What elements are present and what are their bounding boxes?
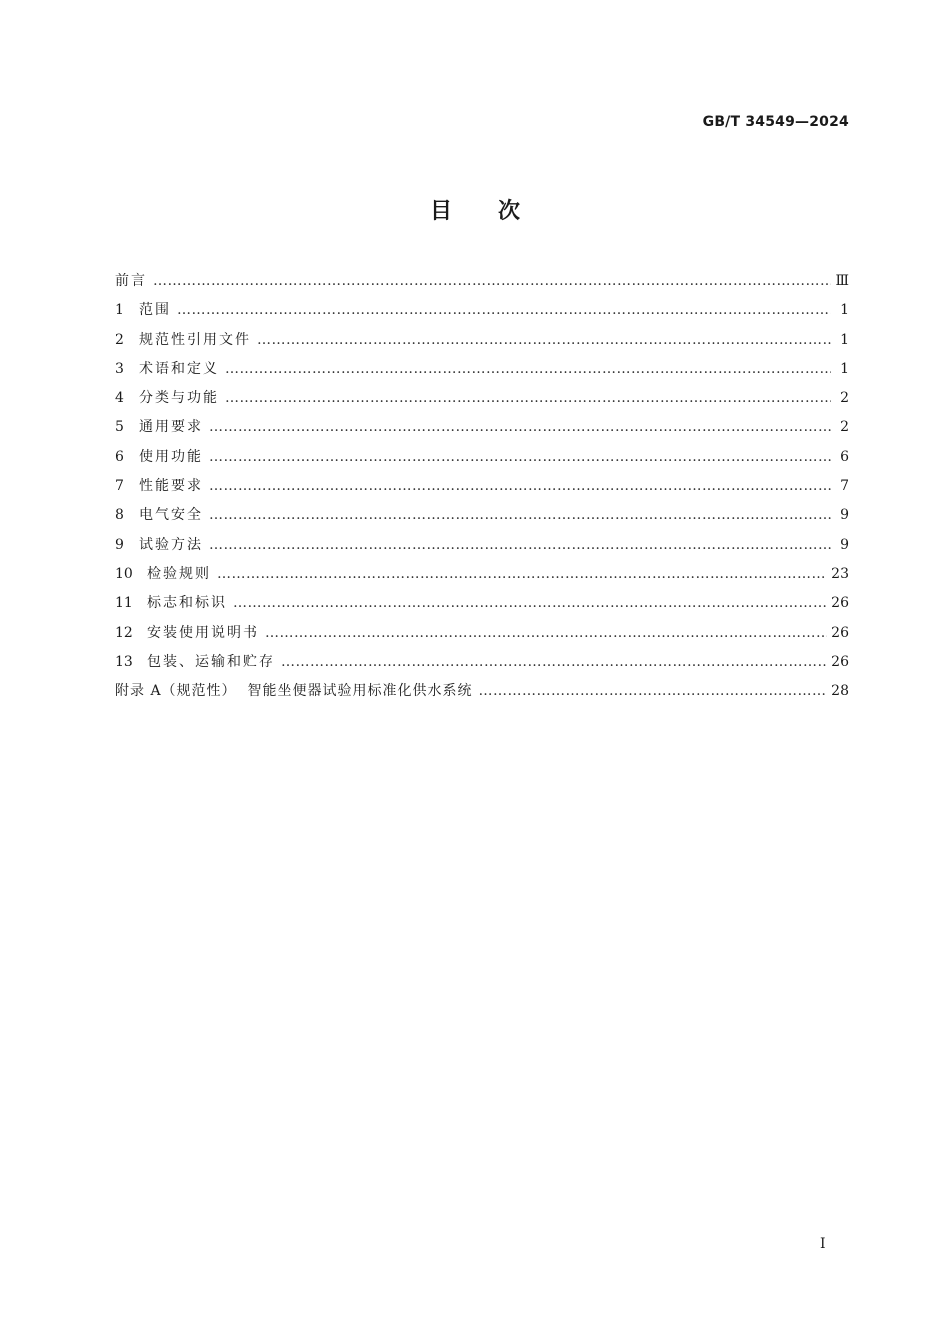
toc-number: 1 — [115, 302, 124, 319]
page-number: I — [820, 1236, 826, 1252]
toc-label: 试验方法 — [139, 536, 203, 553]
toc-entry-7[interactable] — [115, 475, 849, 504]
toc-label: 性能要求 — [139, 478, 203, 495]
toc-leader-dots — [281, 654, 827, 670]
toc-leader-dots — [209, 449, 831, 465]
page-title: 目次 — [429, 199, 566, 224]
toc-label: 检验规则 — [147, 565, 211, 582]
toc-leader-dots — [209, 478, 831, 494]
toc-entry-6[interactable] — [115, 446, 849, 475]
toc-leader-dots — [209, 419, 831, 435]
toc-leader-dots — [177, 302, 831, 318]
toc-number: 6 — [115, 448, 124, 465]
standard-code: GB/T 34549—2024 — [702, 114, 849, 130]
toc-number: 2 — [115, 331, 124, 348]
toc-number: 4 — [115, 390, 124, 407]
toc-page-number: 2 — [840, 419, 849, 436]
toc-number: 12 — [115, 624, 133, 641]
toc-entry-3[interactable] — [115, 358, 849, 387]
toc-label: 安装使用说明书 — [147, 624, 259, 641]
toc-label: 附录 A（规范性） 智能坐便器试验用标准化供水系统 — [115, 683, 473, 700]
toc-page-number: 7 — [840, 478, 849, 495]
toc-entry-9[interactable] — [115, 534, 849, 563]
toc-label: 电气安全 — [139, 507, 203, 524]
toc-page-number: 26 — [831, 595, 849, 612]
toc-label: 使用功能 — [139, 448, 203, 465]
toc-entry-1[interactable] — [115, 299, 849, 328]
toc-leader-dots — [209, 507, 831, 523]
toc-leader-dots — [153, 273, 831, 289]
toc-number: 5 — [115, 419, 124, 436]
toc-entry-13[interactable] — [115, 651, 849, 680]
toc-number: 11 — [115, 595, 133, 612]
toc-label: 前言 — [115, 273, 147, 289]
toc-leader-dots — [257, 332, 831, 348]
toc-entry-12[interactable] — [115, 622, 849, 651]
toc-number: 8 — [115, 507, 124, 524]
toc-number: 3 — [115, 360, 124, 377]
toc-entry-5[interactable] — [115, 416, 849, 445]
toc-label: 范围 — [139, 302, 171, 319]
toc-label: 通用要求 — [139, 419, 203, 436]
toc-leader-dots — [225, 361, 831, 377]
table-of-contents — [115, 270, 849, 709]
toc-leader-dots — [233, 595, 827, 611]
toc-page-number: 9 — [840, 536, 849, 553]
toc-leader-dots — [478, 683, 827, 699]
toc-label: 规范性引用文件 — [139, 331, 251, 348]
toc-page-number: 28 — [831, 683, 849, 700]
toc-leader-dots — [217, 566, 827, 582]
toc-page-number: 6 — [840, 448, 849, 465]
toc-label: 包装、运输和贮存 — [147, 653, 275, 670]
toc-entry-11[interactable] — [115, 592, 849, 621]
toc-label: 分类与功能 — [139, 390, 219, 407]
toc-entry-4[interactable] — [115, 387, 849, 416]
toc-leader-dots — [209, 537, 831, 553]
toc-page-number: 26 — [831, 653, 849, 670]
toc-number: 9 — [115, 536, 124, 553]
toc-page-number: 9 — [840, 507, 849, 524]
toc-entry-foreword[interactable] — [115, 270, 849, 299]
toc-page-number: 26 — [831, 624, 849, 641]
toc-label: 标志和标识 — [147, 595, 227, 612]
toc-page-number: 1 — [840, 331, 849, 348]
toc-leader-dots — [265, 625, 827, 641]
toc-entry-8[interactable] — [115, 504, 849, 533]
toc-label: 术语和定义 — [139, 360, 219, 377]
toc-leader-dots — [225, 390, 831, 406]
toc-page-number: 1 — [840, 360, 849, 377]
toc-number: 10 — [115, 565, 133, 582]
toc-page-number: 23 — [831, 565, 849, 582]
toc-entry-10[interactable] — [115, 563, 849, 592]
toc-number: 13 — [115, 653, 133, 670]
toc-page-number: Ⅲ — [835, 273, 849, 289]
toc-page-number: 1 — [840, 302, 849, 319]
toc-page-number: 2 — [840, 390, 849, 407]
toc-entry-annex-a[interactable] — [115, 680, 849, 709]
toc-entry-2[interactable] — [115, 329, 849, 358]
toc-number: 7 — [115, 478, 124, 495]
